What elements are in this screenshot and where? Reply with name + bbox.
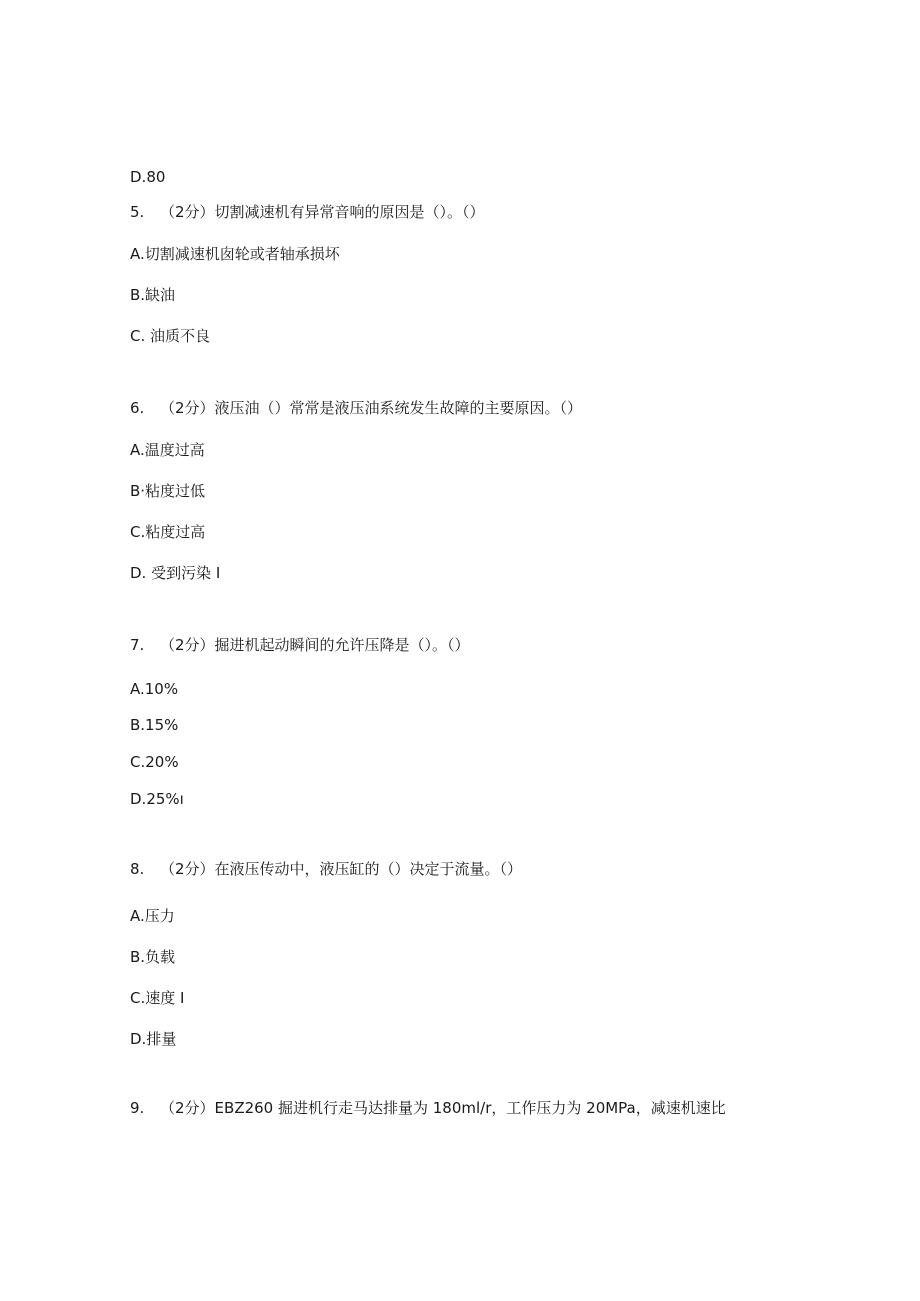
q7-option-d: D.25%ı: [130, 790, 184, 808]
question-number: 5.: [130, 203, 145, 221]
question-text: EBZ260 掘进机行走马达排量为 180ml/r，工作压力为 20MPa，减速机速比: [214, 1099, 726, 1117]
question-number: 8.: [130, 860, 145, 878]
question-number: 7.: [130, 636, 145, 654]
question-7: [130, 635, 470, 655]
question-number: 9.: [130, 1099, 145, 1117]
q7-option-a: A.10%: [130, 680, 179, 698]
q8-option-b: B.负载: [130, 948, 176, 966]
question-points: （2分）: [160, 1099, 215, 1117]
q7-option-c: C.20%: [130, 753, 179, 771]
q6-option-b: B·粘度过低: [130, 482, 206, 500]
question-points: （2分）: [160, 636, 215, 654]
question-8: [130, 859, 522, 879]
q6-option-d: D. 受到污染 I: [130, 564, 221, 582]
question-9: [130, 1098, 726, 1118]
q6-option-c: C.粘度过高: [130, 523, 206, 541]
q8-option-d: D.排量: [130, 1030, 177, 1048]
question-points: （2分）: [160, 203, 215, 221]
question-points: （2分）: [160, 399, 215, 417]
q8-option-c: C.速度 I: [130, 989, 185, 1007]
q5-option-b: B.缺油: [130, 286, 176, 304]
q5-option-c: C. 油质不良: [130, 327, 211, 345]
q5-option-a: A.切割减速机囱轮或者轴承损坏: [130, 245, 340, 263]
question-number: 6.: [130, 399, 145, 417]
question-text: 切割减速机有异常音响的原因是（）。（）: [214, 203, 485, 221]
question-text: 掘进机起动瞬间的允许压降是（）。（）: [214, 636, 470, 654]
question-5: [130, 202, 485, 222]
question-text: 在液压传动中，液压缸的（）决定于流量。（）: [214, 860, 523, 878]
question-text: 液压油（）常常是液压油系统发生故障的主要原因。（）: [214, 399, 583, 417]
question-points: （2分）: [160, 860, 215, 878]
q6-option-a: A.温度过高: [130, 441, 205, 459]
q7-option-b: B.15%: [130, 716, 179, 734]
question-6: [130, 398, 582, 418]
q8-option-a: A.压力: [130, 907, 175, 925]
option-d-80: D.80: [130, 168, 166, 186]
